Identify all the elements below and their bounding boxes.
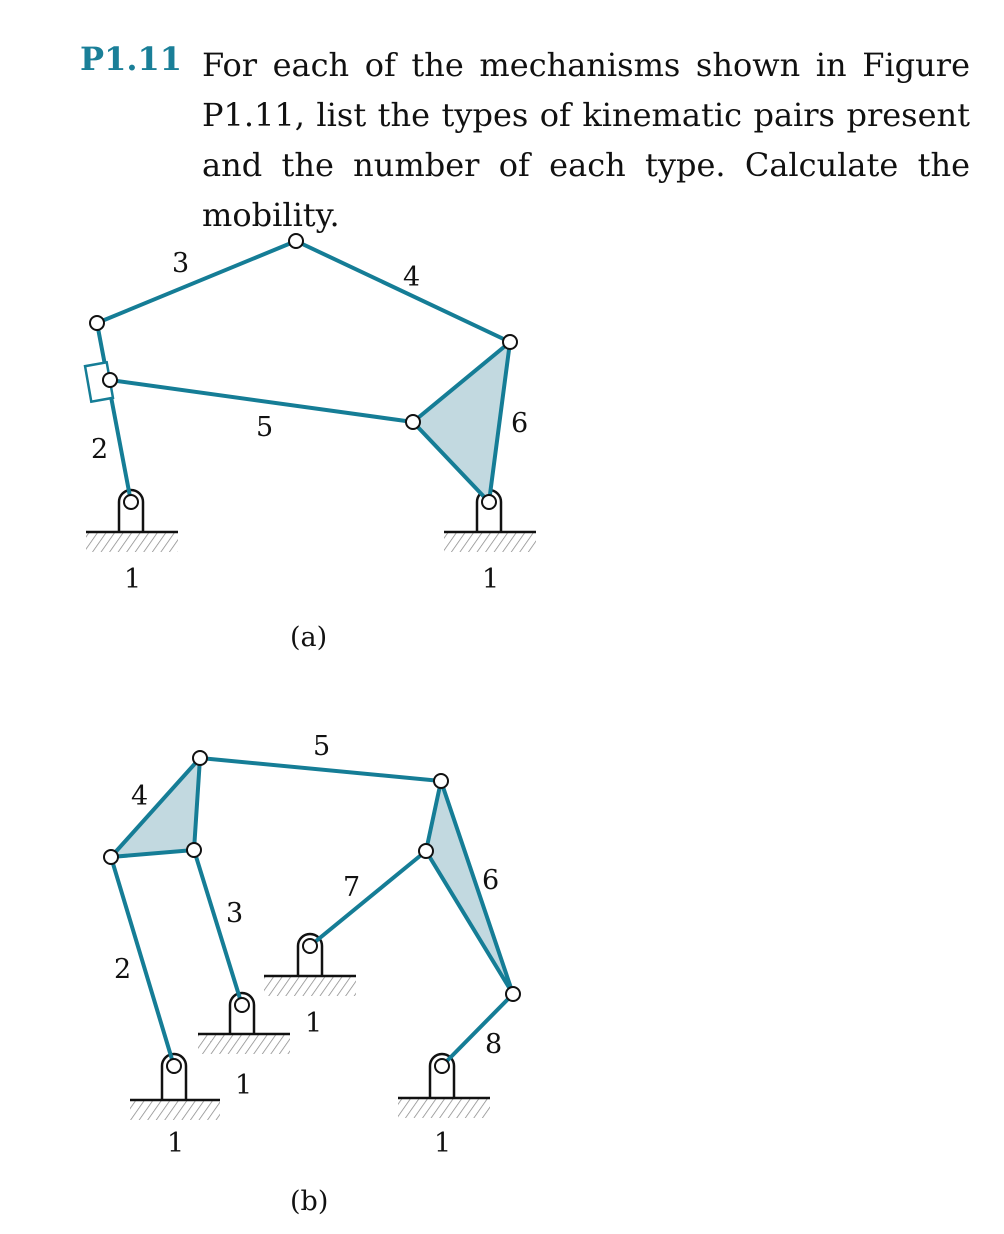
link-label: 4	[131, 781, 149, 812]
link-label: 3	[172, 248, 190, 279]
link-a-3	[97, 241, 296, 323]
problem-number: P1.11	[80, 40, 182, 78]
link-label: 5	[256, 412, 274, 443]
pin-joint	[187, 843, 201, 857]
ground-hatch	[398, 1098, 490, 1118]
pin-joint	[419, 844, 433, 858]
pin-joint	[289, 234, 303, 248]
ground-label: 1	[482, 564, 500, 595]
pin-joint	[503, 335, 517, 349]
link-label: 7	[343, 872, 361, 903]
link-label: 2	[114, 954, 132, 985]
ground-label: 1	[124, 564, 142, 595]
pin-joint	[193, 751, 207, 765]
problem-statement: For each of the mechanisms shown in Figure P1.11, list the types of kinematic pairs present and the number of each type. Calculate the mobility.	[202, 46, 970, 234]
mechanism-a	[85, 234, 536, 653]
link-b-6-plate	[426, 781, 513, 994]
pin-joint	[406, 415, 420, 429]
link-a-2	[97, 323, 131, 502]
ground-label: 1	[167, 1128, 185, 1159]
link-b-4-plate	[111, 758, 200, 857]
ground-hatch	[444, 532, 536, 552]
pin-joint	[303, 939, 317, 953]
pin-joint	[103, 373, 117, 387]
ground-hatch	[86, 532, 178, 552]
pin-joint	[235, 998, 249, 1012]
pin-joint	[506, 987, 520, 1001]
pin-joint	[104, 850, 118, 864]
pin-joint	[434, 774, 448, 788]
link-b-7	[310, 851, 426, 946]
link-label: 8	[485, 1029, 503, 1060]
pin-joint	[167, 1059, 181, 1073]
ground-label: 1	[305, 1008, 323, 1039]
pin-joint	[90, 316, 104, 330]
figure-caption-a: (a)	[290, 622, 328, 653]
link-label: 4	[403, 262, 421, 293]
pin-joint	[482, 495, 496, 509]
link-label: 3	[226, 898, 244, 929]
ground-hatch	[198, 1034, 290, 1054]
link-label: 6	[511, 408, 529, 439]
link-label: 2	[91, 434, 109, 465]
figure-caption-b: (b)	[290, 1186, 329, 1217]
link-label: 5	[313, 731, 331, 762]
mechanism-b	[104, 731, 520, 1217]
ground-hatch	[264, 976, 356, 996]
ground-label: 1	[434, 1128, 452, 1159]
ground-label: 1	[235, 1070, 253, 1101]
link-a-6-plate	[413, 342, 510, 502]
pin-joint	[435, 1059, 449, 1073]
link-label: 6	[482, 865, 500, 896]
ground-hatch	[130, 1100, 220, 1120]
link-b-8	[442, 994, 513, 1066]
pin-joint	[124, 495, 138, 509]
